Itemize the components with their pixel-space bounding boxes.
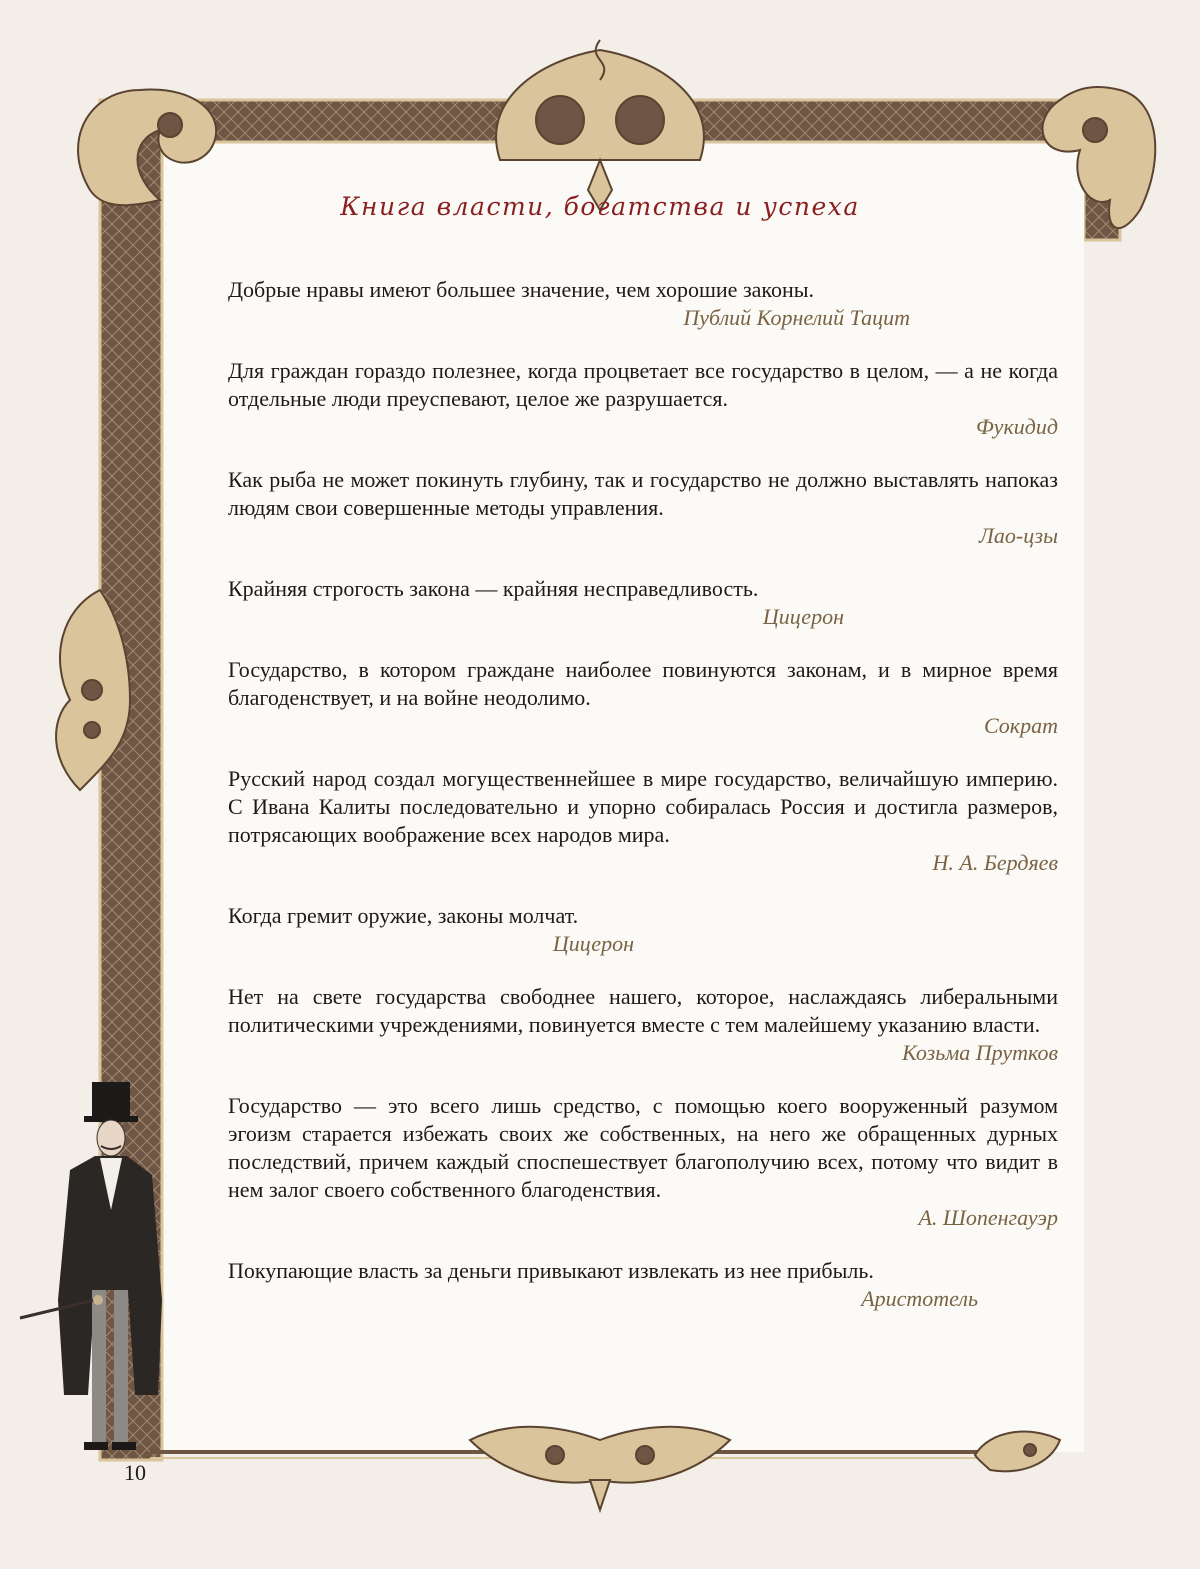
quote-item bbox=[228, 765, 1058, 877]
quote-text: Для граждан гораздо полезнее, когда процветает все государство в целом, — а не когда отдельные люди преуспевают, целое же разрушается. bbox=[228, 358, 1058, 411]
quote-item bbox=[228, 1257, 1058, 1313]
quote-author: Фукидид bbox=[975, 414, 1058, 439]
quote-item bbox=[228, 656, 1058, 740]
quote-author: Аристотель bbox=[861, 1286, 978, 1311]
quote-text: Покупающие власть за деньги привыкают извлекать из нее прибыль. bbox=[228, 1258, 874, 1283]
page-number: 10 bbox=[124, 1460, 146, 1485]
bottom-center-ornament bbox=[470, 1427, 730, 1510]
quote-text: Крайняя строгость закона — крайняя несправедливость. bbox=[228, 576, 759, 601]
quote-item bbox=[228, 902, 1058, 958]
quote-item bbox=[228, 357, 1058, 441]
quote-text: Добрые нравы имеют большее значение, чем хорошие законы. bbox=[228, 277, 815, 302]
quote-text: Русский народ создал могущественнейшее в мире государство, величайшую империю. С Ивана Калиты последовательно и упорно собиралась Россия и достигла размеров, потрясающих воображение всех народов мира. bbox=[228, 766, 1058, 847]
quote-item bbox=[228, 575, 1058, 631]
book-title: Книга власти, богатства и успеха bbox=[340, 192, 860, 221]
quote-author: Н. А. Бердяев bbox=[932, 850, 1058, 875]
quote-item bbox=[228, 983, 1058, 1067]
quote-item bbox=[228, 276, 1058, 332]
quote-author: Цицерон bbox=[552, 931, 634, 956]
quote-item bbox=[228, 1092, 1058, 1232]
quote-text: Как рыба не может покинуть глубину, так и государство не должно выставлять напоказ людям свои совершенные методы управления. bbox=[228, 467, 1058, 520]
quote-item bbox=[228, 466, 1058, 550]
quote-text: Государство — это всего лишь средство, с помощью коего вооруженный разумом эгоизм старается избежать своих же собственных, на него же обращенных дурных последствий, причем каждый споспешествует благополучию всех, потому что видит в нем залог своего собственного благоденствия. bbox=[228, 1093, 1058, 1202]
quote-text: Государство, в котором граждане наиболее повинуются законам, и в мирное время благоденствует, и на войне неодолимо. bbox=[228, 657, 1058, 710]
quote-author: Публий Корнелий Тацит bbox=[683, 305, 910, 330]
quotes-list bbox=[228, 276, 1058, 1338]
quote-author: Сократ bbox=[983, 713, 1058, 738]
quote-text: Нет на свете государства свободнее нашего, которое, наслаждаясь либеральными политическими учреждениями, повинуется вместе с тем малейшему указанию власти. bbox=[228, 984, 1058, 1037]
quote-author: Цицерон bbox=[762, 604, 844, 629]
quote-author: А. Шопенгауэр bbox=[918, 1205, 1058, 1230]
quote-text: Когда гремит оружие, законы молчат. bbox=[228, 903, 579, 928]
quote-author: Лао-цзы bbox=[979, 523, 1058, 548]
quote-author: Козьма Прутков bbox=[902, 1040, 1058, 1065]
